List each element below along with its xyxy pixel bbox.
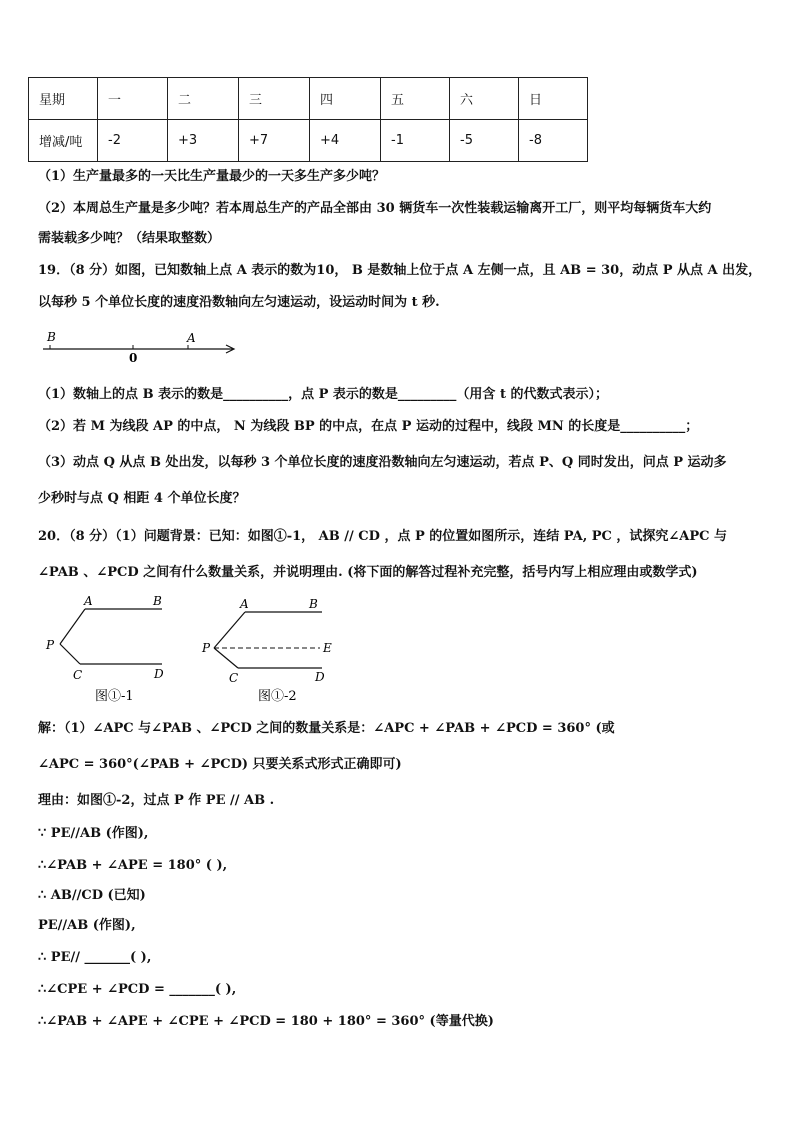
q19-part3-line1: （3）动点 Q 从点 B 处出发，以每秒 3 个单位长度的速度沿数轴向左匀速运动，若点 P、Q 同时发出，问点 P 运动多 [38, 455, 727, 470]
q20-stem-line1: 20．（8 分）（1）问题背景：已知：如图①-1， AB // CD ，点 P 的位置如图所示，连结 PA, PC ，试探究∠APC 与 [38, 529, 728, 544]
label-a: A [84, 594, 93, 608]
table-cell: 四 [310, 78, 381, 120]
label-d: D [154, 667, 164, 681]
table-cell: 三 [239, 78, 310, 120]
table-cell: -1 [381, 120, 450, 162]
proof-step-5: ∴ PE// _______( ), [38, 950, 152, 965]
q20-stem-line2: ∠PAB 、∠PCD 之间有什么数量关系，并说明理由. (将下面的解答过程补充完整，括号内写上相应理由或数学式) [38, 565, 698, 580]
proof-step-4: PE//AB (作图), [38, 918, 136, 933]
segment-pa [60, 609, 85, 644]
label-c: C [229, 671, 239, 685]
table-cell: +4 [310, 120, 381, 162]
figure-1-1 [40, 592, 180, 708]
table-cell: 五 [381, 78, 450, 120]
table-cell: 六 [450, 78, 519, 120]
proof-step-1: ∵ PE//AB (作图), [38, 826, 149, 841]
table-cell: 一 [98, 78, 168, 120]
q19-stem-line2: 以每秒 5 个单位长度的速度沿数轴向左匀速运动，设运动时间为 t 秒. [38, 295, 440, 310]
table-cell: 增减/吨 [29, 120, 98, 162]
table-cell: +3 [168, 120, 239, 162]
label-c: C [73, 668, 83, 682]
table-cell: 日 [519, 78, 588, 120]
table-cell: -8 [519, 120, 588, 162]
q19-stem-line1: 19．（8 分）如图，已知数轴上点 A 表示的数为10， B 是数轴上位于点 A 左侧一点，且 AB = 30，动点 P 从点 A 出发， [38, 263, 762, 278]
label-b: B [309, 597, 318, 611]
proof-step-2: ∴∠PAB + ∠APE = 180° ( ), [38, 858, 228, 873]
table-cell: +7 [239, 120, 310, 162]
label-p: P [46, 638, 55, 652]
weekly-change-table [28, 77, 588, 162]
segment-pc [60, 644, 80, 664]
origin-label: 0 [129, 351, 138, 365]
number-line-figure [38, 325, 248, 365]
table-cell: 星期 [29, 78, 98, 120]
table-cell: 二 [168, 78, 239, 120]
proof-step-3: ∴ AB//CD (已知) [38, 888, 146, 903]
q19-part3-line2: 少秒时与点 Q 相距 4 个单位长度？ [38, 491, 246, 506]
table-row [29, 120, 588, 162]
q18-part2-line2: 需装载多少吨？（结果取整数） [38, 231, 221, 246]
point-b-label: B [47, 330, 56, 344]
figure-1-2-caption: 图①-2 [258, 689, 297, 704]
figure-1-2 [198, 592, 348, 708]
label-b: B [153, 594, 162, 608]
proof-step-7: ∴∠PAB + ∠APE + ∠CPE + ∠PCD = 180 + 180° = 360° (等量代换) [38, 1014, 494, 1029]
q19-part1: （1）数轴上的点 B 表示的数是__________，点 P 表示的数是_________（用含 t 的代数式表示）； [38, 387, 608, 402]
segment-pa [214, 612, 245, 648]
q19-part2: （2）若 M 为线段 AP 的中点， N 为线段 BP 的中点，在点 P 运动的过程中，线段 MN 的长度是__________； [38, 419, 699, 434]
solution-line2: ∠APC = 360°(∠PAB + ∠PCD) 只要关系式形式正确即可) [38, 757, 402, 772]
label-a: A [240, 597, 249, 611]
label-d: D [315, 670, 325, 684]
q18-part2-line1: （2）本周总生产量是多少吨？若本周总生产的产品全部由 30 辆货车一次性装载运输离开工厂，则平均每辆货车大约 [38, 201, 712, 216]
segment-pc [214, 648, 238, 668]
table-header-row [29, 78, 588, 120]
figure-1-1-caption: 图①-1 [95, 689, 134, 704]
label-p: P [202, 641, 211, 655]
q18-part1: （1）生产量最多的一天比生产量最少的一天多生产多少吨？ [38, 169, 386, 184]
solution-line1: 解：（1）∠APC 与∠PAB 、∠PCD 之间的数量关系是：∠APC + ∠PAB + ∠PCD = 360° (或 [38, 721, 615, 736]
reason-intro: 理由：如图①-2，过点 P 作 PE // AB . [38, 793, 275, 808]
table-cell: -5 [450, 120, 519, 162]
proof-step-6: ∴∠CPE + ∠PCD = _______( ), [38, 982, 237, 997]
point-a-label: A [187, 331, 196, 345]
label-e: E [323, 641, 332, 655]
table-cell: -2 [98, 120, 168, 162]
